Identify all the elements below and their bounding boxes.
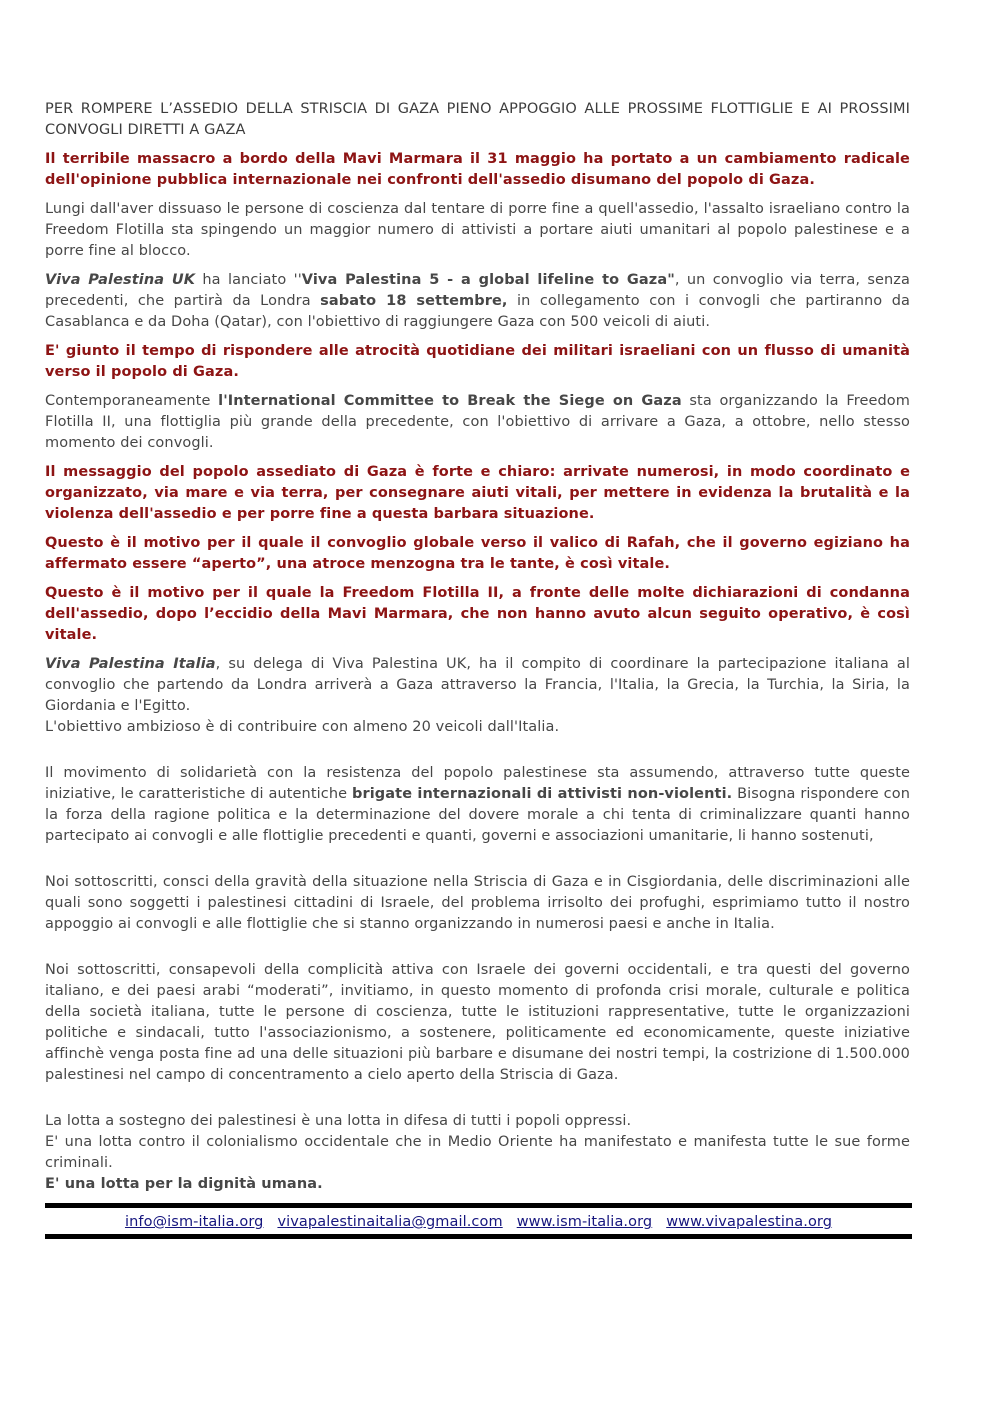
text-run: Bisogna rispondere con la forza della ragione politica e la determinazione del dovere morale a chi tenta di criminalizzare quanti hanno partecipato ai convogli e alle flottiglie precedenti e quanti, governi e associazioni umanitarie, li hanno sostenuti, [45,786,911,844]
blank-line [45,1094,910,1111]
para-sottoscritti-consapevoli: Noi sottoscritti, consapevoli della complicità attiva con Israele dei governi occidentali, e tra questi del governo italiano, e dei paesi arabi “moderati”, invitiamo, in questo momento di profonda crisi morale, culturale e politica della società italiana, tutte le persone di coscienza, tutte le istituzioni rappresentative, tutte le organizzazioni politiche e sindacali, tutto l'associazionismo, a sostenere, politicamente ed economicamente, queste iniziative affinchè venga posta fine ad una delle situazioni più barbare e disumane dei nostri tempi, la costrizione di 1.500.000 palestinesi nel campo di concentramento a cielo aperto della Striscia di Gaza. [45,962,910,1083]
para-lotta [45,1111,910,1195]
footer-link-vp-site[interactable]: www.vivapalestina.org [666,1214,833,1230]
document-title: PER ROMPERE L’ASSEDIO DELLA STRISCIA DI GAZA PIENO APPOGGIO ALLE PROSSIME FLOTTIGLIE E AI PROSSIMI CONVOGLI DIRETTI A GAZA [45,101,910,138]
para-sottoscritti-consci: Noi sottoscritti, consci della gravità della situazione nella Striscia di Gaza e in Cisgiordania, delle discriminazioni alle quali sono soggetti i palestinesi cittadini di Israele, del problema irrisolto dei profughi, esprimiamo tutto il nostro appoggio ai convogli e alle flottiglie che si stanno organizzando in numerosi paesi e anche in Italia. [45,874,910,932]
para-vpitalia-obiettivo: L'obiettivo ambizioso è di contribuire con almeno 20 veicoli dall'Italia. [45,719,560,735]
text-run-vpuk-name: Viva Palestina UK [45,272,196,288]
blank-line [45,943,910,960]
para-vpitalia-main [45,654,910,717]
footer-link-email-vpitalia[interactable]: vivapalestinaitalia@gmail.com [277,1214,503,1230]
para-lotta-line1: La lotta a sostegno dei palestinesi è una lotta in difesa di tutti i popoli oppressi. [45,1113,632,1129]
para-giunto-red: E' giunto il tempo di rispondere alle atrocità quotidiane dei militari israeliani con un flusso di umanità verso il popolo di Gaza. [45,343,910,380]
text-run: sta organizzando la Freedom Flotilla II, una flottiglia più grande della precedente, con l'obiettivo di arrivare a Gaza, a ottobre, nello stesso momento dei convogli. [45,393,910,451]
para-lungi: Lungi dall'aver dissuaso le persone di coscienza dal tentare di porre fine a quell'assedio, l'assalto israeliano contro la Freedom Flotilla sta spingendo un maggior numero di attivisti a portare aiuti umanitari al popolo palestinese e a porre fine al blocco. [45,201,910,259]
text-run: , su delega di Viva Palestina UK, ha il compito di coordinare la partecipazione italiana al convoglio che partendo da Londra arriverà a Gaza attraverso la Francia, l'Italia, la Grecia, la Turchia, la Siria, la Giordania e l'Egitto. [45,656,910,714]
footer-link-ism-site[interactable]: www.ism-italia.org [516,1214,653,1230]
text-run: Il movimento di solidarietà con la resistenza del popolo palestinese sta assumendo, attraverso tutte queste iniziative, le caratteristiche di autentiche [45,765,910,802]
para-flotilla2-red: Questo è il motivo per il quale la Freedom Flotilla II, a fronte delle molte dichiarazioni di condanna dell'assedio, dopo l’eccidio della Mavi Marmara, che non hanno avuto alcun seguito operativo, è così vitale. [45,585,910,643]
text-run-committee-name: l'International Committee to Break the Siege on Gaza [218,393,682,409]
para-movimento [45,763,910,847]
blank-line [45,746,910,763]
footer-rule-bottom [45,1234,912,1239]
text-run-vp5-title: Viva Palestina 5 - a global lifeline to Gaza" [301,272,675,288]
para-viva-palestina-italia [45,654,910,738]
text-run-vpitalia-name: Viva Palestina Italia [45,656,216,672]
document-footer [45,1203,910,1239]
document-body [45,99,910,1239]
para-rafah-red: Questo è il motivo per il quale il convoglio globale verso il valico di Rafah, che il governo egiziano ha affermato essere “aperto”, una atroce menzogna tra le tante, è così vitale. [45,535,910,572]
para-messaggio-red: Il messaggio del popolo assediato di Gaza è forte e chiaro: arrivate numerosi, in modo coordinato e organizzato, via mare e via terra, per consegnare aiuti vitali, per mettere in evidenza la brutalità e la violenza dell'assedio e per porre fine a questa barbara situazione. [45,464,910,522]
para-lotta-line2: E' una lotta contro il colonialismo occidentale che in Medio Oriente ha manifestato e manifesta tutte le sue forme criminali. [45,1134,910,1171]
para-massacro-red: Il terribile massacro a bordo della Mavi Marmara il 31 maggio ha portato a un cambiamento radicale dell'opinione pubblica internazionale nei confronti dell'assedio disumano del popolo di Gaza. [45,151,910,188]
para-contemporaneamente [45,391,910,454]
text-run: , un convoglio via terra, senza precedenti, che partirà da Londra [45,272,911,309]
footer-links [45,1208,912,1234]
text-run: in collegamento con i convogli che partiranno da Casablanca e da Doha (Qatar), con l'obiettivo di raggiungere Gaza con 500 veicoli di aiuti. [45,293,911,330]
para-viva-palestina-uk [45,270,910,333]
text-run-brigate: brigate internazionali di attivisti non-violenti. [352,786,733,802]
text-run-date: sabato 18 settembre, [320,293,508,309]
text-run: ha lanciato '' [195,272,302,288]
para-lotta-dignita-bold: E' una lotta per la dignità umana. [45,1176,323,1192]
footer-link-email-ism[interactable]: info@ism-italia.org [124,1214,264,1230]
text-run: Contemporaneamente [45,393,219,409]
blank-line [45,855,910,872]
